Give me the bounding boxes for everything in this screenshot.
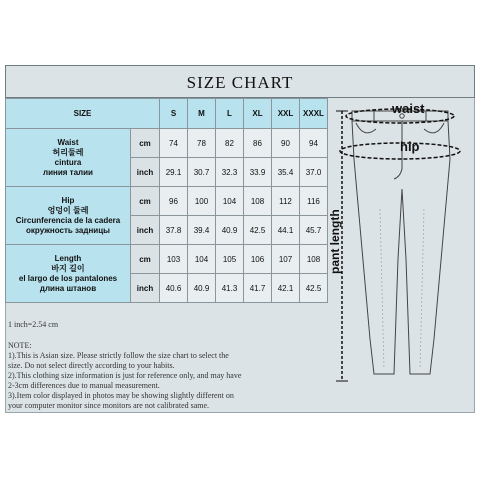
table-cell: 42.5 [300, 274, 328, 303]
note-line: size. Do not select directly according to your habits. [8, 361, 175, 370]
size-col-xxxl: XXXL [300, 99, 328, 129]
table-cell: 78 [188, 129, 216, 158]
unit-inch: inch [131, 158, 160, 187]
size-col-xxl: XXL [272, 99, 300, 129]
table-cell: 42.5 [244, 216, 272, 245]
table-cell: 35.4 [272, 158, 300, 187]
table-cell: 40.9 [216, 216, 244, 245]
table-cell: 82 [216, 129, 244, 158]
size-col-m: M [188, 99, 216, 129]
waist-label: Waist 허리둘레 cintura линия талии [6, 129, 131, 187]
table-cell: 104 [216, 187, 244, 216]
table-cell: 107 [272, 245, 300, 274]
unit-cm: cm [131, 129, 160, 158]
table-cell: 33.9 [244, 158, 272, 187]
table-cell: 45.7 [300, 216, 328, 245]
table-cell: 96 [160, 187, 188, 216]
table-cell: 29.1 [160, 158, 188, 187]
table-cell: 37.0 [300, 158, 328, 187]
note-line: your computer monitor since monitors are not calibrated same. [8, 401, 210, 410]
size-col-xl: XL [244, 99, 272, 129]
waist-label-text: waist [392, 101, 425, 116]
table-cell: 41.3 [216, 274, 244, 303]
table-cell: 44.1 [272, 216, 300, 245]
size-col-l: L [216, 99, 244, 129]
table-cell: 40.6 [160, 274, 188, 303]
unit-cm: cm [131, 245, 160, 274]
notes-block [8, 341, 328, 411]
table-cell: 32.3 [216, 158, 244, 187]
table-cell: 112 [272, 187, 300, 216]
table-cell: 94 [300, 129, 328, 158]
table-cell: 108 [300, 245, 328, 274]
table-cell: 105 [216, 245, 244, 274]
table-cell: 103 [160, 245, 188, 274]
unit-inch: inch [131, 274, 160, 303]
note-line: 2-3cm differences due to manual measurement. [8, 381, 160, 390]
unit-cm: cm [131, 187, 160, 216]
length-label: Length 바지 길이 el largo de los pantalones длина штанов [6, 245, 131, 303]
hip-label-text: hip [400, 139, 420, 154]
table-cell: 90 [272, 129, 300, 158]
length-label-text: pant length [328, 209, 342, 274]
size-col-s: S [160, 99, 188, 129]
unit-inch: inch [131, 216, 160, 245]
size-header: SIZE [6, 99, 160, 129]
table-cell: 40.9 [188, 274, 216, 303]
table-cell: 106 [244, 245, 272, 274]
chart-title: SIZE CHART [5, 65, 475, 98]
table-cell: 104 [188, 245, 216, 274]
table-cell: 42.1 [272, 274, 300, 303]
table-cell: 74 [160, 129, 188, 158]
pants-diagram [330, 99, 474, 389]
note-line: 1).This is Asian size. Please strictly follow the size chart to select the [8, 351, 229, 360]
note-line: 2).This clothing size information is just for reference only, and may have [8, 371, 242, 380]
table-cell: 37.8 [160, 216, 188, 245]
note-line: 3).Item color displayed in photos may be showing slightly different on [8, 391, 234, 400]
table-cell: 100 [188, 187, 216, 216]
table-cell: 39.4 [188, 216, 216, 245]
unit-conversion-note: 1 inch=2.54 cm [8, 320, 59, 329]
table-cell: 108 [244, 187, 272, 216]
table-cell: 30.7 [188, 158, 216, 187]
table-cell: 86 [244, 129, 272, 158]
note-line: NOTE: [8, 341, 32, 350]
hip-label: Hip 엉덩이 둘레 Circunferencia de la cadera окружность задницы [6, 187, 131, 245]
table-cell: 41.7 [244, 274, 272, 303]
size-table [5, 98, 328, 303]
table-cell: 116 [300, 187, 328, 216]
